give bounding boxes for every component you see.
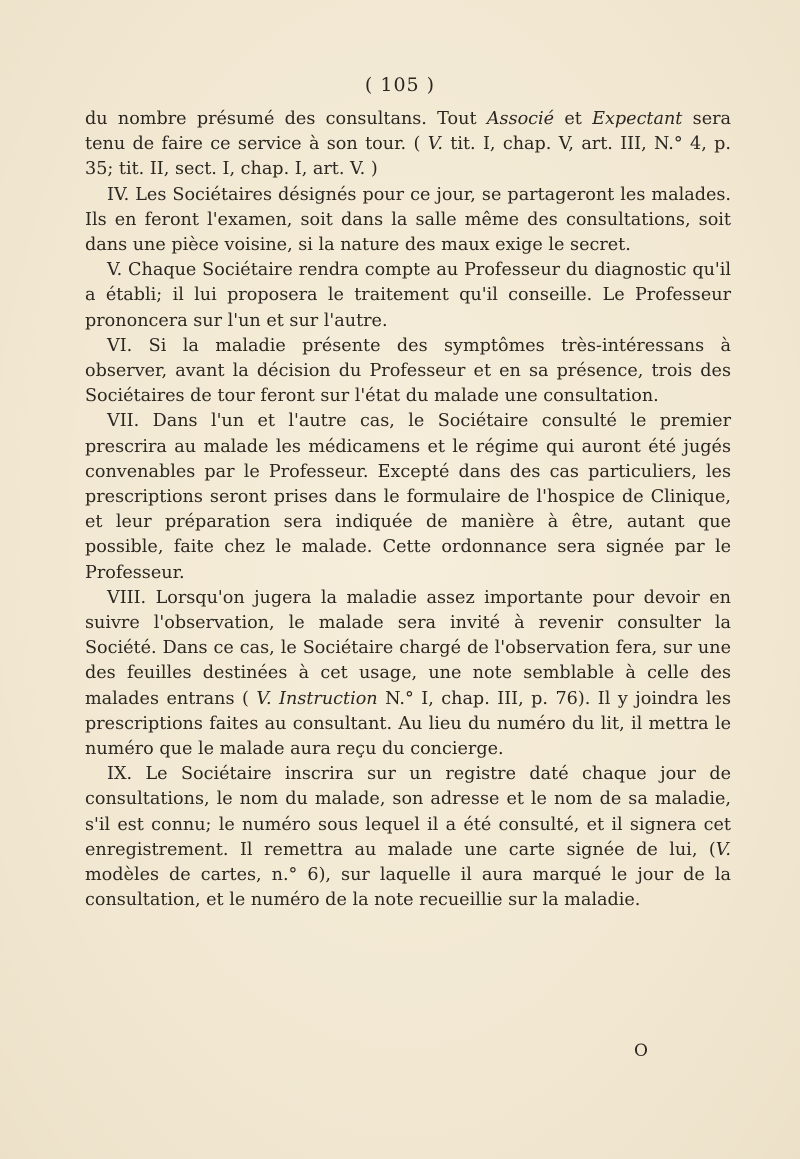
text-run: et [554,109,593,129]
paragraph [85,762,731,913]
paragraph [85,409,731,585]
text-run: V. Chaque Sociétaire rendra compte au Professeur du diagnostic qu'il a établi; il lui proposera le traitement qu'il conseille. Le Professeur prononcera sur l'un et sur l'autre. [85,260,731,331]
text-run: IX. Le Sociétaire inscrira sur un registre daté chaque jour de consultations, le nom du malade, son adresse et le nom de sa maladie, s'il est connu; le numéro sous lequel il a été consulté, et il signera cet enregistrement. Il remettra au malade une carte signée de lui, ( [85,764,731,860]
text-run: VII. Dans l'un et l'autre cas, le Sociétaire consulté le premier prescrira au malade les médicamens et le régime qui auront été jugés convenables par le Professeur. Excepté dans des cas particuliers, les prescriptions seront prises dans le formulaire de l'hospice de Clinique, et leur préparation sera indiquée de manière à être, autant que possible, faite chez le malade. Cette ordonnance sera signée par le Professeur. [85,411,731,583]
italic-run: Associé [486,109,555,129]
text-run: modèles de cartes, n.° 6), sur laquelle il aura marqué le jour de la consultation, et le numéro de la note recueillie sur la maladie. [85,865,731,911]
text-run: VIII. Lorsqu'on jugera la maladie assez importante pour devoir en suivre l'observation, le malade sera invité à revenir consulter la Société. Dans ce cas, le Sociétaire chargé de l'observation fera, sur une des feuilles destinées à cet usage, une note semblable à celle des malades entrans ( [85,587,731,709]
text-run: sera tenu de faire ce service à son tour. ( [85,109,732,155]
italic-run: V. Instruction [256,688,378,709]
paragraph [85,183,731,259]
text-run: IV. Les Sociétaires désignés pour ce jour, se partageront les malades. Ils en feront l'examen, soit dans la salle même des consultations, soit dans une pièce voisine, si la nature des maux exige le secret. [85,184,731,256]
page-number: ( 105 ) [364,74,436,96]
paragraph [85,586,731,762]
paragraph [85,107,731,183]
italic-run: Expectant [592,109,683,129]
body-text [85,107,731,914]
paragraph [85,258,731,334]
paragraph [85,334,731,410]
catchword: O [634,1041,648,1061]
text-run: VI. Si la maladie présente des symptômes très-intéressans à observer, avant la décision du Professeur et en sa présence, trois des Sociétaires de tour feront sur l'état du malade une consultation. [85,335,731,407]
italic-run: V. [715,839,731,860]
text-run: du nombre présumé des consultans. Tout [85,109,487,129]
italic-run: V. [427,134,443,155]
text-run: tit. I, chap. V, art. III, N.° 4, p. 35; tit. II, sect. I, chap. I, art. V. ) [85,134,732,180]
text-run: N.° I, chap. III, p. 76). Il y joindra les prescriptions faites au consultant. Au lieu du numéro du lit, il mettra le numéro que le malade aura reçu du concierge. [85,688,731,760]
